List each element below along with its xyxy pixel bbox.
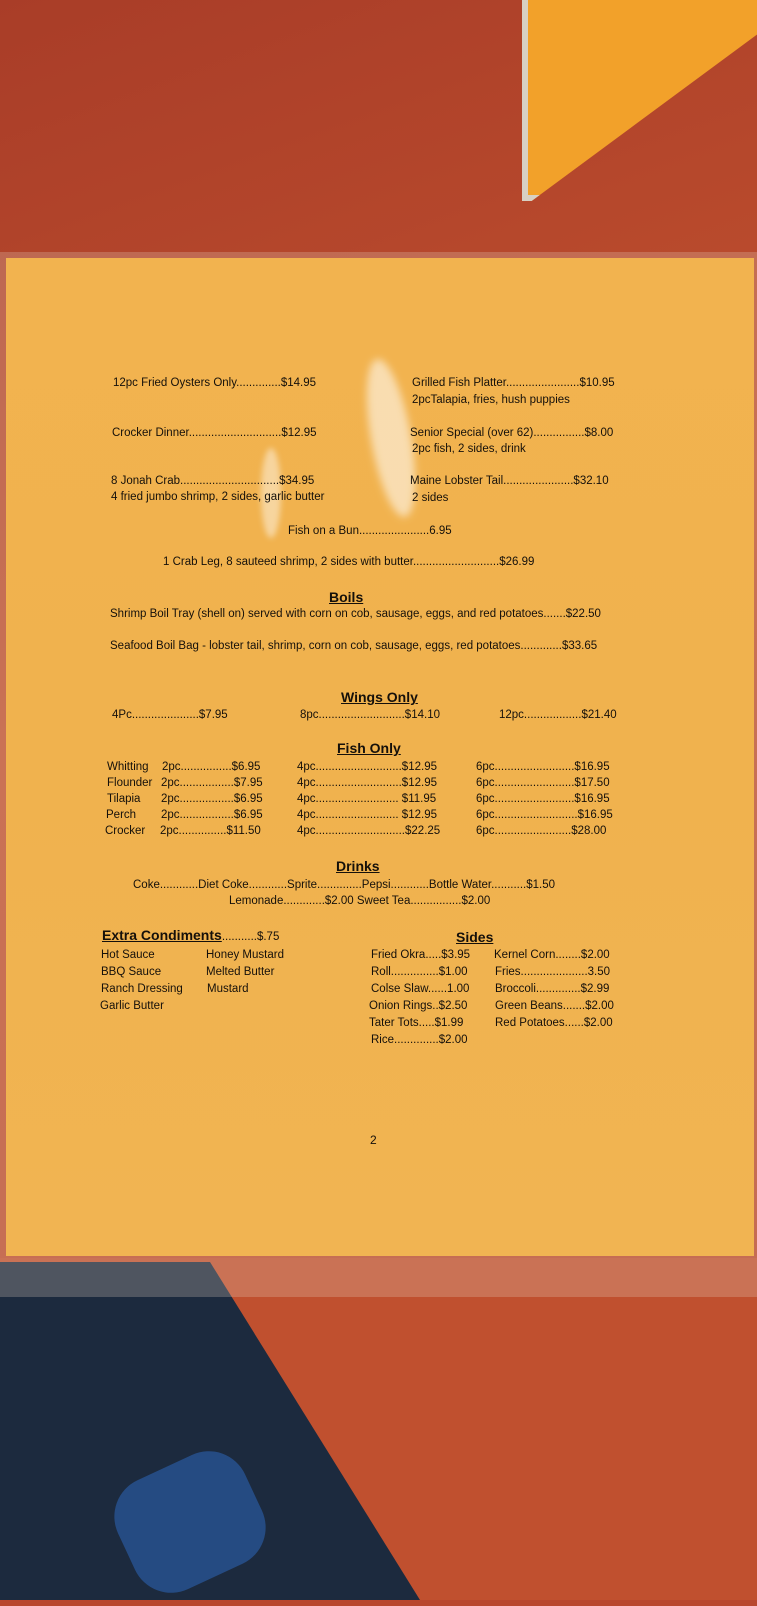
menu-item: 8 Jonah Crab...............................$34.95 [111, 475, 315, 487]
section-heading-boils: Boils [329, 589, 364, 605]
side-item: Fries.....................3.50 [495, 966, 611, 978]
fish-name: Flounder [107, 777, 153, 789]
condiment-item: Honey Mustard [206, 949, 284, 961]
menu-item: Seafood Boil Bag - lobster tail, shrimp, corn on cob, sausage, eggs, red potatoes.............$33.65 [110, 640, 598, 652]
fish-price: 6pc.........................$17.50 [476, 777, 610, 789]
side-item: Fried Okra.....$3.95 [371, 949, 471, 961]
menu-item: 1 Crab Leg, 8 sauteed shrimp, 2 sides with butter...........................$26.99 [163, 556, 535, 568]
condiment-item: Melted Butter [206, 966, 275, 978]
menu-item: Grilled Fish Platter.......................$10.95 [412, 377, 615, 389]
fish-price: 4pc...........................$12.95 [297, 777, 437, 789]
menu-item-description: 2 sides [412, 492, 449, 504]
fish-name: Tilapia [107, 793, 141, 805]
menu-item-description: 2pcTalapia, fries, hush puppies [412, 394, 570, 406]
condiment-item: Garlic Butter [100, 1000, 164, 1012]
menu-item: Maine Lobster Tail......................$32.10 [410, 475, 609, 487]
fish-price: 4pc............................$22.25 [297, 825, 441, 837]
menu-item: 8pc...........................$14.10 [300, 709, 440, 721]
fish-price: 6pc.........................$16.95 [476, 761, 610, 773]
condiment-item: BBQ Sauce [101, 966, 162, 978]
menu-item: 4Pc.....................$7.95 [112, 709, 228, 721]
drinks-line: Lemonade.............$2.00 Sweet Tea................$2.00 [229, 895, 491, 907]
menu-item-description: 2pc fish, 2 sides, drink [412, 443, 526, 455]
fish-price: 2pc................$6.95 [162, 761, 261, 773]
side-item: Broccoli..............$2.99 [495, 983, 610, 995]
fish-name: Perch [106, 809, 137, 821]
menu-page [6, 258, 754, 1256]
fish-price: 2pc.................$6.95 [161, 809, 263, 821]
fish-price: 6pc.........................$16.95 [476, 793, 610, 805]
fish-price: 2pc...............$11.50 [160, 825, 261, 837]
side-item: Rice..............$2.00 [371, 1034, 468, 1046]
menu-item: 12pc..................$21.40 [499, 709, 617, 721]
fish-price: 4pc...........................$12.95 [297, 761, 437, 773]
drinks-line: Coke............Diet Coke............Sprite..............Pepsi............Bottle Water...........$1.50 [133, 879, 556, 891]
fish-name: Whitting [107, 761, 149, 773]
condiments-heading: Extra Condiments...........$.75 [102, 927, 280, 943]
fish-price: 4pc.......................... $12.95 [297, 809, 437, 821]
fish-price: 2pc.................$6.95 [161, 793, 263, 805]
side-item: Red Potatoes......$2.00 [495, 1017, 613, 1029]
menu-item: Shrimp Boil Tray (shell on) served with corn on cob, sausage, eggs, and red potatoes.......$22.50 [110, 608, 601, 620]
section-heading-fish: Fish Only [337, 740, 401, 756]
fish-price: 2pc.................$7.95 [161, 777, 263, 789]
side-item: Onion Rings..$2.50 [369, 1000, 468, 1012]
menu-item: Crocker Dinner.............................$12.95 [112, 427, 317, 439]
section-heading-wings: Wings Only [341, 689, 418, 705]
section-heading-sides: Sides [456, 929, 494, 945]
page-number: 2 [370, 1133, 377, 1147]
condiment-item: Mustard [207, 983, 249, 995]
menu-item: Fish on a Bun......................6.95 [288, 525, 452, 537]
fish-price: 6pc........................$28.00 [476, 825, 607, 837]
fish-price: 4pc.......................... $11.95 [297, 793, 437, 805]
side-item: Colse Slaw......1.00 [371, 983, 470, 995]
menu-item-description: 4 fried jumbo shrimp, 2 sides, garlic butter [111, 491, 325, 503]
menu-item: 12pc Fried Oysters Only..............$14.95 [113, 377, 317, 389]
menu-item: Senior Special (over 62)................$8.00 [410, 427, 614, 439]
side-item: Green Beans.......$2.00 [495, 1000, 614, 1012]
fish-price: 6pc..........................$16.95 [476, 809, 613, 821]
condiment-item: Hot Sauce [101, 949, 155, 961]
side-item: Roll...............$1.00 [371, 966, 468, 978]
fish-name: Crocker [105, 825, 146, 837]
condiment-item: Ranch Dressing [101, 983, 183, 995]
side-item: Kernel Corn........$2.00 [494, 949, 610, 961]
section-heading-drinks: Drinks [336, 858, 380, 874]
side-item: Tater Tots.....$1.99 [369, 1017, 464, 1029]
